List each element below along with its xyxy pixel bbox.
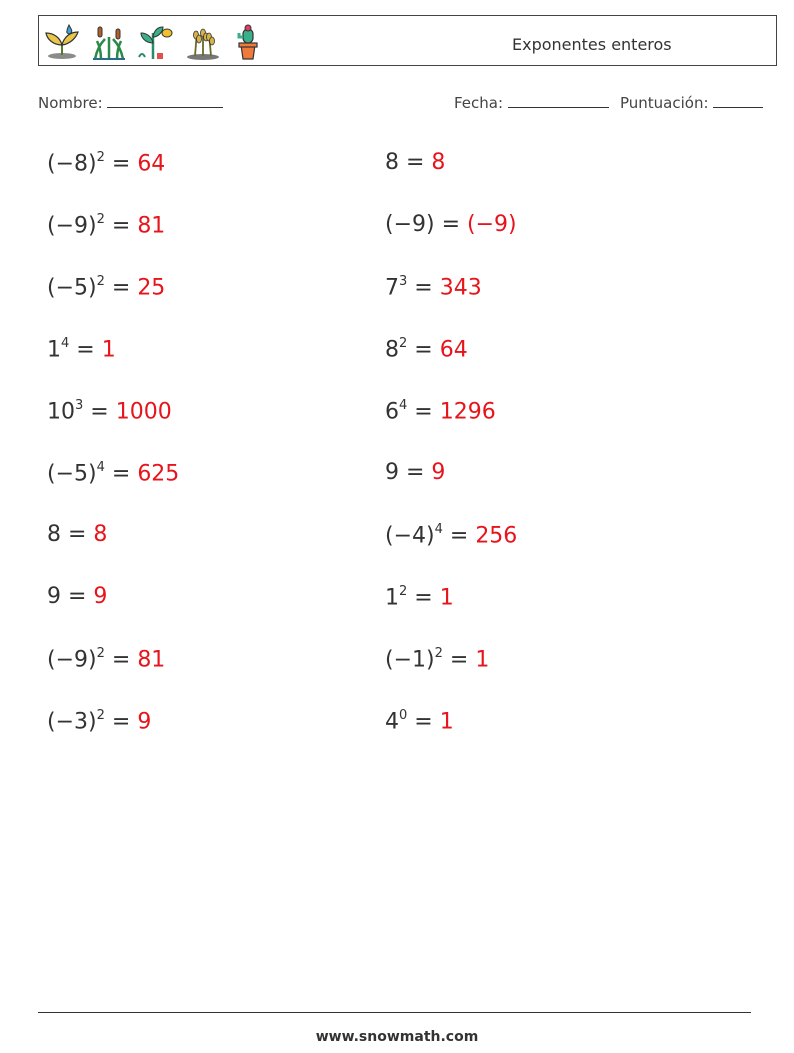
problem-base: (−1) [385,647,435,673]
problem-item: $(-4)^4 = 256$ [385,522,518,549]
problem-base: (−5) [47,461,97,487]
problem-answer: 1296 [439,399,496,425]
problem-base: (−9) [47,213,97,239]
date-label: Fecha: [454,94,504,112]
problem-item: 8 = 8 [385,150,446,175]
name-label: Nombre: [38,94,103,112]
problem-answer: 81 [137,647,166,673]
problem-answer: 1 [439,709,454,735]
problem-answer: 625 [137,461,180,487]
problem-item: 9 = 9 [47,584,108,609]
problem-item: $(-3)^2 = 9$ [47,708,152,735]
reeds-grass-icon [91,23,127,61]
problem-base: 10 [47,399,75,425]
problem-item: $(-5)^4 = 625$ [47,460,180,487]
problem-base: 7 [385,275,399,301]
problem-answer: (−9) [467,212,517,237]
problem-exponent: 2 [96,646,105,661]
sprout-water-icon [43,23,81,61]
worksheet-header [38,15,777,66]
problem-base: 8 [47,522,61,547]
date-field [454,93,609,112]
problem-answer: 64 [439,337,468,363]
worksheet-title: Exponentes enteros [512,35,672,54]
problem-base: 9 [385,460,399,485]
problem-answer: 64 [137,151,166,177]
cactus-pot-icon [231,23,265,61]
problem-exponent: 2 [96,274,105,289]
problem-item: $1^2 = 1$ [385,584,454,611]
problem-item: (−9) = (−9) [385,212,517,237]
problem-item: $6^4 = 1296$ [385,398,496,425]
problem-base: (−3) [47,709,97,735]
problem-answer: 9 [137,709,152,735]
problem-base: 1 [47,337,61,363]
problem-item: $(-9)^2 = 81$ [47,212,166,239]
problem-answer: 9 [93,584,108,609]
problem-exponent: 4 [61,336,70,351]
problem-base: (−9) [47,647,97,673]
problem-exponent: 2 [434,646,443,661]
problem-base: (−9) [385,212,435,237]
score-blank [713,93,763,108]
problem-exponent: 2 [96,150,105,165]
problem-base: 4 [385,709,399,735]
problem-item: $(-8)^2 = 64$ [47,150,166,177]
problem-base: 9 [47,584,61,609]
problem-exponent: 2 [96,212,105,227]
problem-answer: 1 [101,337,116,363]
problem-exponent: 0 [399,708,408,723]
problem-item: 9 = 9 [385,460,446,485]
name-blank [107,93,223,108]
plant-with-bee-icon [137,23,175,61]
problem-base: (−4) [385,523,435,549]
problem-base: 1 [385,585,399,611]
problem-base: 6 [385,399,399,425]
date-blank [508,93,609,108]
problem-item: $10^3 = 1000$ [47,398,172,425]
problem-item: $(-5)^2 = 25$ [47,274,166,301]
problem-exponent: 2 [96,708,105,723]
header-icons [43,22,265,62]
footer-website-link[interactable]: www.snowmath.com [315,1029,479,1045]
score-field [620,93,763,112]
problem-exponent: 4 [96,460,105,475]
problem-answer: 256 [475,523,518,549]
problem-exponent: 3 [75,398,84,413]
problem-answer: 8 [93,522,108,547]
wheat-icon [185,23,221,61]
problem-base: (−5) [47,275,97,301]
problem-item: $1^4 = 1$ [47,336,116,363]
problem-answer: 1 [475,647,490,673]
problem-answer: 1000 [115,399,172,425]
problem-answer: 25 [137,275,166,301]
problem-exponent: 2 [399,336,408,351]
problem-exponent: 4 [434,522,443,537]
problem-item: 8 = 8 [47,522,108,547]
footer-divider [38,1012,751,1013]
problem-exponent: 4 [399,398,408,413]
problem-answer: 81 [137,213,166,239]
problem-answer: 9 [431,460,446,485]
problem-exponent: 2 [399,584,408,599]
problem-item: $7^3 = 343$ [385,274,482,301]
name-field [38,93,223,112]
problem-base: (−8) [47,151,97,177]
problem-base: 8 [385,337,399,363]
problem-answer: 8 [431,150,446,175]
problem-answer: 343 [439,275,482,301]
problem-item: $(-9)^2 = 81$ [47,646,166,673]
problem-base: 8 [385,150,399,175]
problem-exponent: 3 [399,274,408,289]
problem-item: $(-1)^2 = 1$ [385,646,490,673]
score-label: Puntuación: [620,94,709,112]
problem-item: $8^2 = 64$ [385,336,468,363]
problem-item: $4^0 = 1$ [385,708,454,735]
problem-answer: 1 [439,585,454,611]
